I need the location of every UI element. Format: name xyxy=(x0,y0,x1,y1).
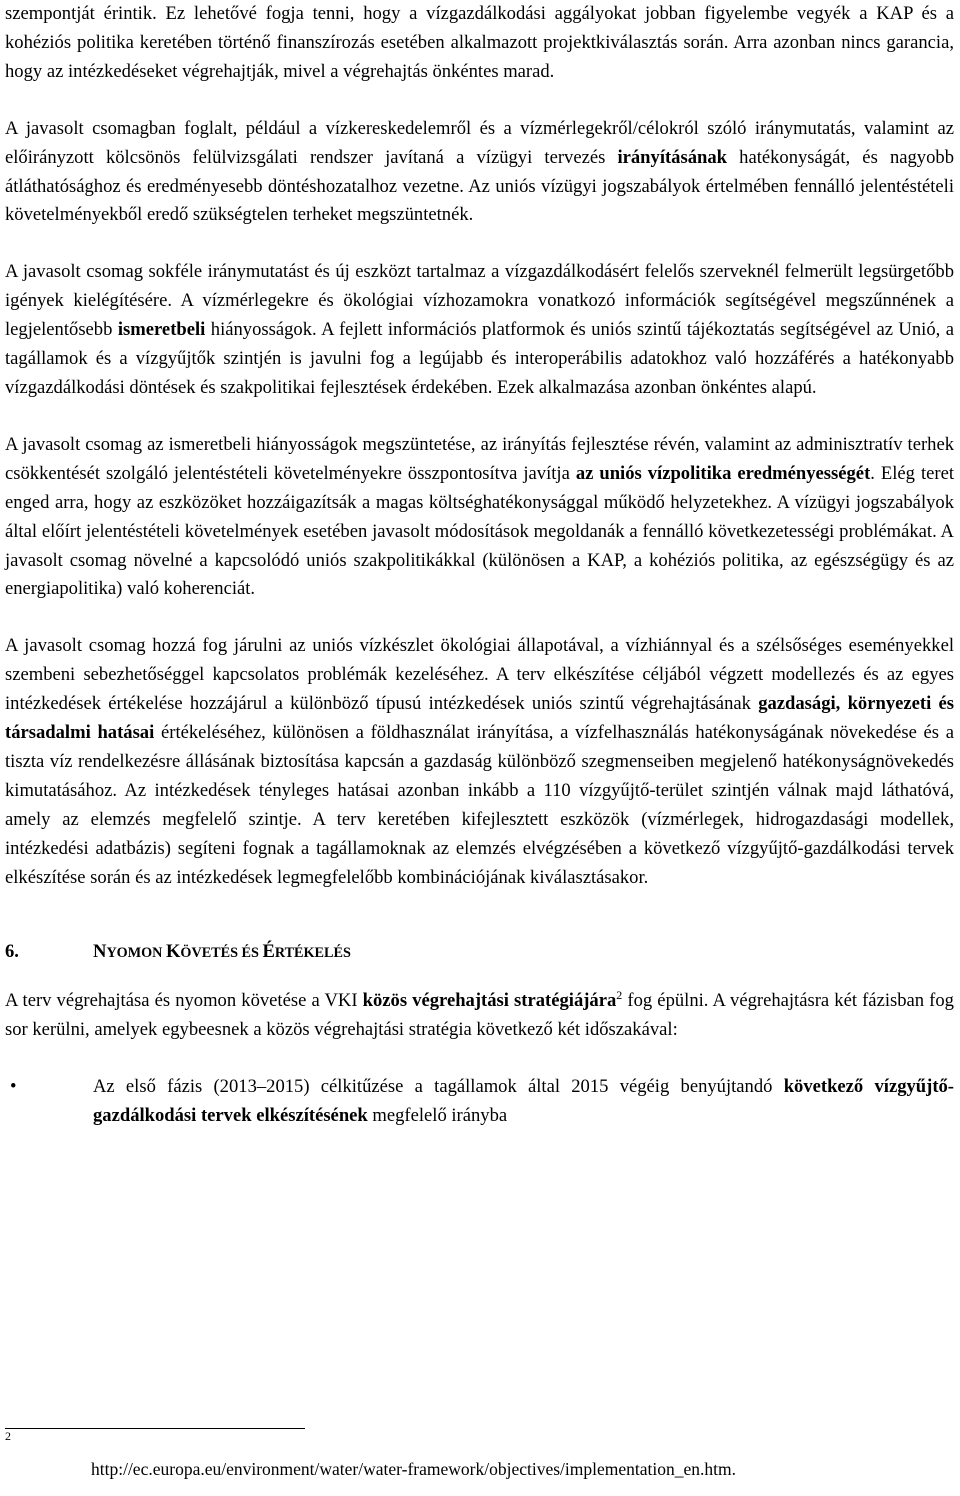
footnote xyxy=(5,1429,945,1479)
title-initial: K xyxy=(165,941,181,963)
title-smallcaps: YOMON xyxy=(106,945,166,962)
paragraph-impacts xyxy=(5,632,954,892)
spacer xyxy=(5,892,954,938)
text-run: A javasolt csomagban foglalt, például a vízkereskedelemről és a vízmérlegekről/célokról szóló iránymutatás, valamint az előirányzott kölcsönös felülvizsgálati rendszer javítaná a vízügyi tervezés xyxy=(5,117,954,168)
text-run: A javasolt csomag hozzá fog járulni az uniós vízkészlet ökológiai állapotával, a vízhiánnyal és a szélsőséges eseményekkel szembeni sebezhetőséggel kapcsolatos problémák kezeléséhez. A terv elkészítése céljából végzett modellezés és az egyes intézkedések értékelése hozzájárul a különböző típusú intézkedések uniós szintű végrehajtásának xyxy=(5,635,954,715)
text-run: értékeléséhez, különösen a földhasználat irányítása, a vízfelhasználás hatékonyságának növekedése és a tiszta víz rendelkezésre állásának biztosítása kapcsán a gazdaság különböző szegmenseiben megjelenő hatékonyságnövekedés kimutatásához. Az intézkedések tényleges hatásai azonban inkább a 110 vízgyűjtő-terület szintjén válnak majd láthatóvá, amely az elemzés megfelelő szintje. A terv keretében kifejlesztett eszközök (vízmérlegek, hidrogazdasági modellek, intézkedési adatbázis) segíteni fognak a tagállamoknak az elemzés elvégzésében a következő vízgyűjtő-gazdálkodási tervek elkészítése során és az intézkedések legmegfelelőbb kombinációjának kiválasztásakor. xyxy=(5,722,954,888)
footnote-link[interactable]: http://ec.europa.eu/environment/water/water-framework/objectives/implementation_en.htm. xyxy=(91,1459,736,1479)
footnote-divider xyxy=(5,1428,305,1429)
bold-text: gazdasági, környezeti és társadalmi hatásai xyxy=(5,693,954,744)
text-run: Az első fázis (2013–2015) célkitűzése a tagállamok által 2015 végéig benyújtandó xyxy=(93,1076,784,1098)
spacer xyxy=(5,403,954,431)
bold-text: ismeretbeli xyxy=(117,319,206,341)
text-run: A javasolt csomag sokféle iránymutatást és új eszközt tartalmaz a vízgazdálkodásért felelős szerveknél felmerült legsürgetőbb igények kielégítésére. A vízmérlegekre és ökológiai vízhozamokra vonatkozó információk segítségével megszűnnének a legjelentősebb xyxy=(5,261,954,341)
section-title xyxy=(93,938,351,967)
paragraph-knowledge xyxy=(5,258,954,403)
section-heading xyxy=(5,938,954,967)
text-run: A javasolt csomag az ismeretbeli hiányosságok megszüntetése, az irányítás fejlesztése révén, valamint az adminisztratív terhek csökkentését szolgáló jelentéstételi követelményekre összpontosítva javítja xyxy=(5,433,954,484)
text-run: . Elég teret enged arra, hogy az eszközöket hozzáigazítsák a magas költséghatékonysággal működő helyzetekhez. A vízügyi jogszabályok által előírt jelentéstételi követelmények esetében javasolt módosítások megoldanák a fennálló következetességi problémákat. A javasolt csomag növelné a kapcsolódó uniós szakpolitikákkal (különösen a KAP, a kohéziós politika, az egészségügy és az energiapolitika) való koherenciát. xyxy=(5,462,954,600)
paragraph-effectiveness xyxy=(5,431,954,604)
text-run: A terv végrehajtása és nyomon követése a VKI xyxy=(5,990,363,1012)
paragraph-intro: szempontját érintik. Ez lehetővé fogja tenni, hogy a vízgazdálkodási aggályokat jobban figyelembe vegyék a KAP és a kohéziós politika keretében történő finanszírozás esetében alkalmazott projektkiválasztás során. Arra azonban nincs garancia, hogy az intézkedéseket végrehajtják, mivel a végrehajtás önkéntes marad. xyxy=(5,3,954,82)
list-item xyxy=(5,1073,954,1131)
spacer xyxy=(5,87,954,115)
title-smallcaps: ÖVETÉS ÉS xyxy=(180,945,263,962)
title-initial: É xyxy=(262,941,275,963)
text-run: hiányosságok. A fejlett információs platformok és uniós szintű tájékoztatás segítségével az Unió, a tagállamok és a vízgyűjtők szintjén is javulni fog a legújabb és interoperábilis adatokhoz való hozzáférés a hatékonyabb vízgazdálkodási döntések és szakpolitikai fejlesztések érdekében. Ezek alkalmazása azonban önkéntes alapú. xyxy=(5,319,954,398)
paragraph-governance xyxy=(5,115,954,231)
title-smallcaps: RTÉKELÉS xyxy=(274,945,351,962)
bullet-list xyxy=(5,1073,954,1131)
bold-text: következő vízgyűjtő-gazdálkodási tervek elkészítésének xyxy=(93,1076,955,1127)
bold-text: irányításának xyxy=(617,146,727,168)
text-run: hatékonyságát, és nagyobb átláthatósághoz és eredményesebb döntéshozatalhoz vezetne. Az uniós vízügyi jogszabályok értelmében fennálló jelentéstételi követelményekből eredő szükségtelen terheket megszüntetnék. xyxy=(5,146,954,226)
spacer xyxy=(5,967,954,987)
spacer xyxy=(5,230,954,258)
paragraph-implementation xyxy=(5,987,954,1045)
footnote-mark: 2 xyxy=(5,1429,11,1444)
bold-text: közös végrehajtási stratégiájára xyxy=(362,990,617,1012)
text-run: megfelelő irányba xyxy=(367,1105,508,1127)
title-initial: N xyxy=(93,941,107,963)
spacer xyxy=(5,1045,954,1073)
spacer xyxy=(5,604,954,632)
bold-text: az uniós vízpolitika eredményességét xyxy=(575,462,871,484)
bullet-icon: • xyxy=(10,1076,17,1098)
text-run: fog épülni. A végrehajtásra két fázisban fog sor kerülni, amelyek egybeesnek a közös végrehajtási stratégia következő két időszakával: xyxy=(5,990,954,1041)
section-number: 6. xyxy=(5,941,19,963)
footnote-reference[interactable]: 2 xyxy=(616,988,623,1003)
